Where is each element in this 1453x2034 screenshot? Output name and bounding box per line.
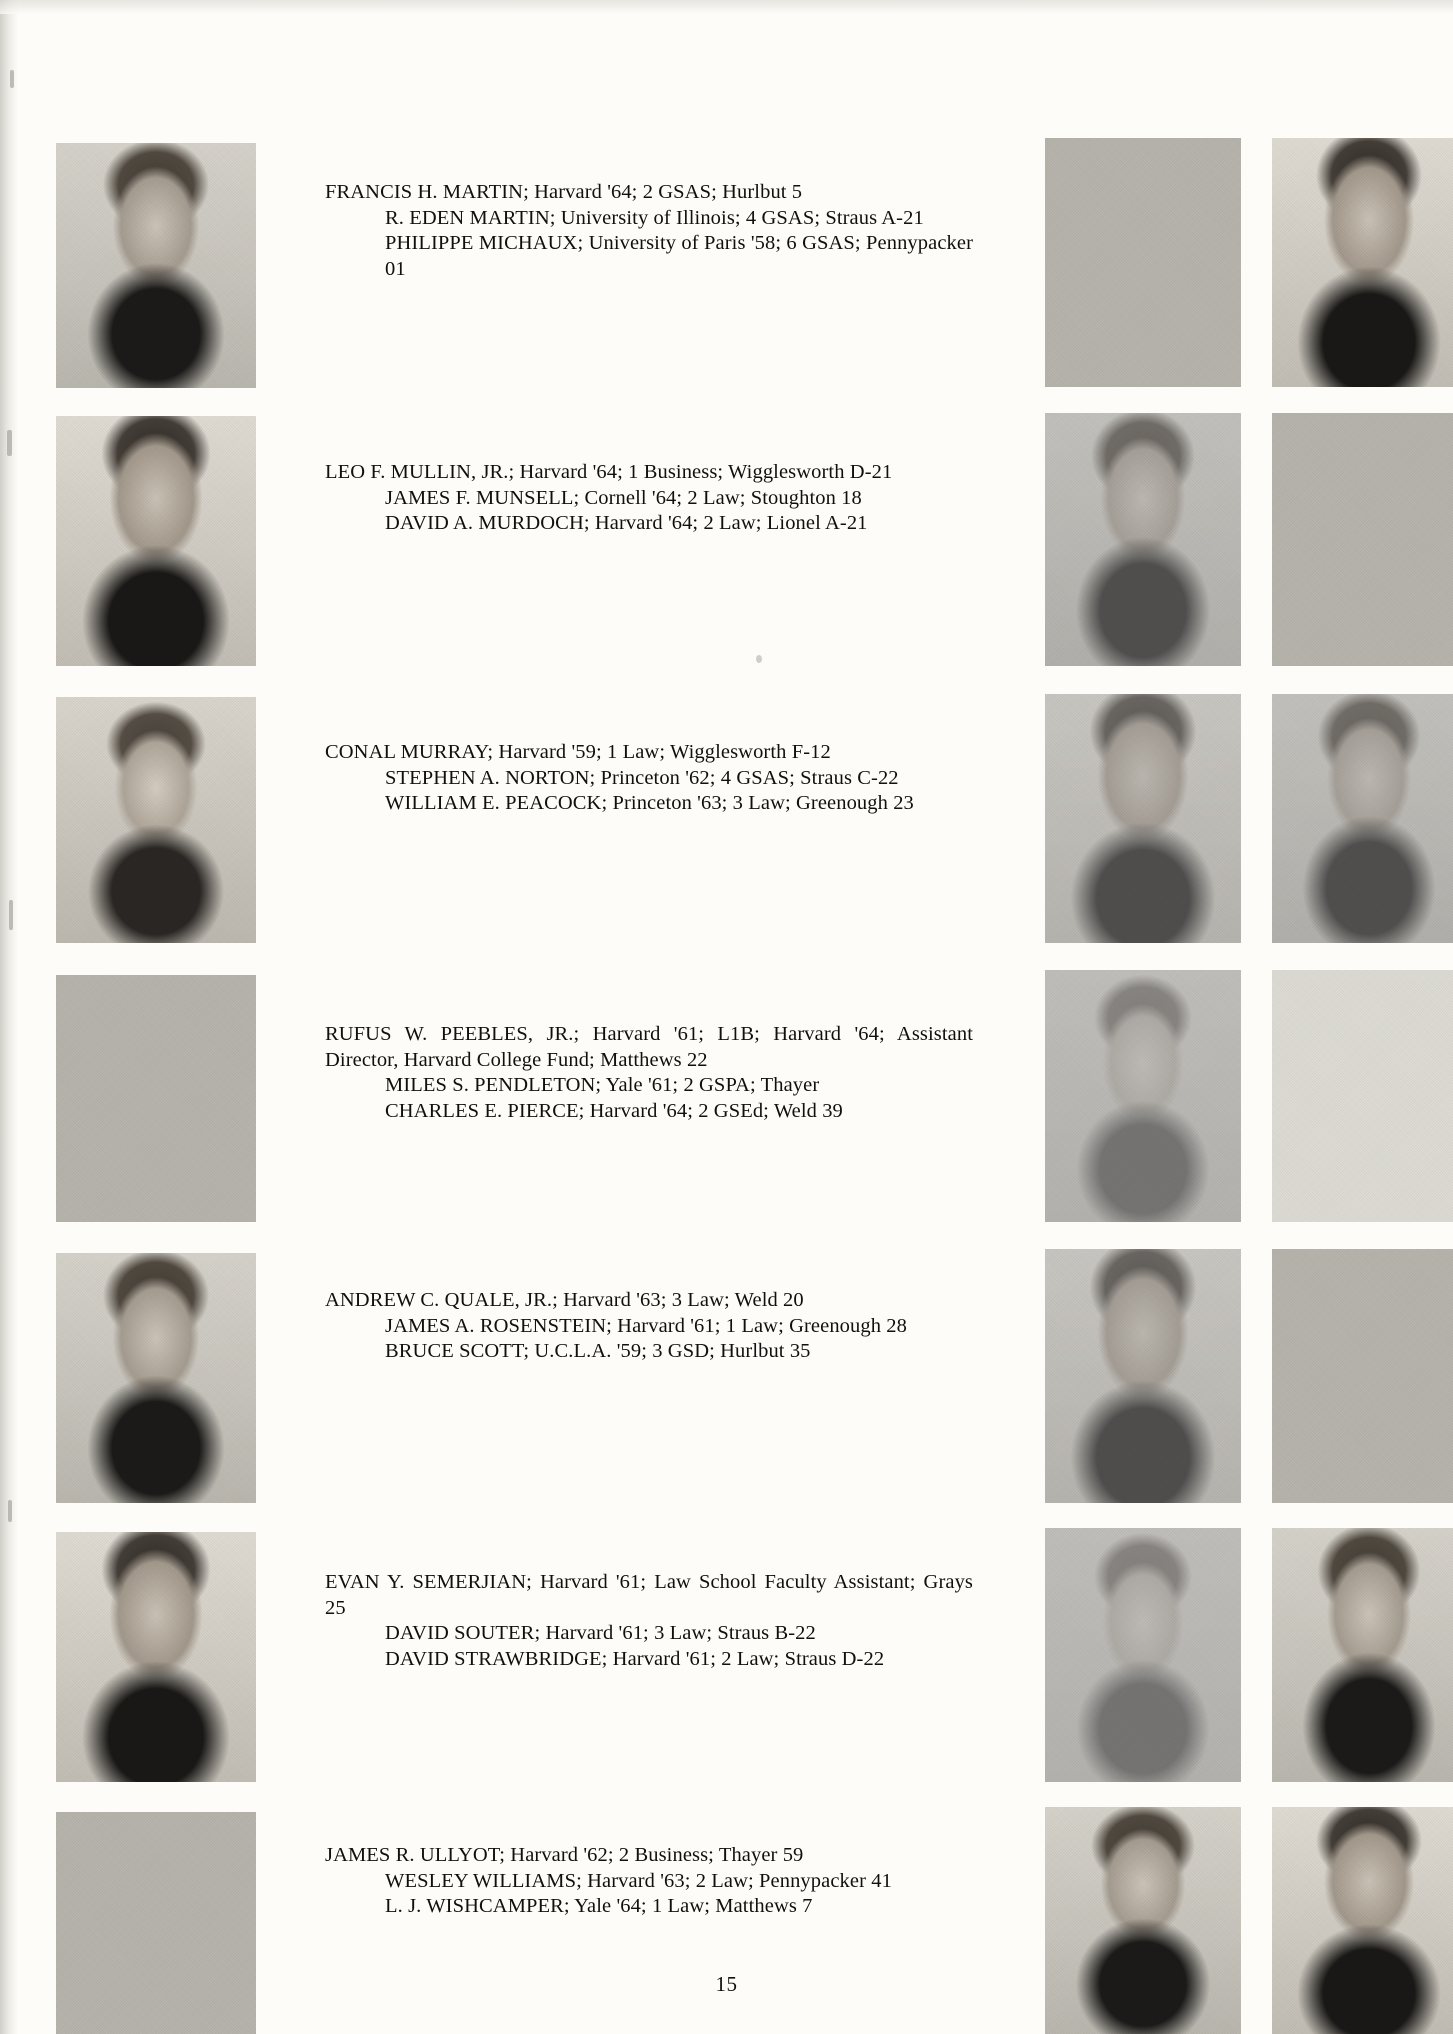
portrait-david-souter bbox=[1045, 1528, 1241, 1782]
entry-sub-line: R. EDEN MARTIN; University of Illinois; 4 GSAS; Straus A-21 bbox=[385, 206, 924, 229]
scan-speck bbox=[7, 430, 12, 456]
portrait-david-a-murdoch bbox=[1272, 413, 1453, 666]
entry-sub-line: JAMES F. MUNSELL; Cornell '64; 2 Law; Stoughton 18 bbox=[385, 486, 862, 509]
scan-speck bbox=[10, 70, 14, 88]
portrait-david-strawbridge bbox=[1272, 1528, 1453, 1782]
portrait-conal-murray bbox=[56, 697, 256, 943]
entry-block-2 bbox=[325, 460, 973, 537]
entry-sub-line: BRUCE SCOTT; U.C.L.A. '59; 3 GSD; Hurlbut 35 bbox=[385, 1340, 811, 1362]
portrait-leo-f-mullin-jr bbox=[56, 416, 256, 666]
entry-block-5 bbox=[325, 1288, 973, 1365]
entry-block-1 bbox=[325, 180, 973, 282]
entry-sub-line: WESLEY WILLIAMS; Harvard '63; 2 Law; Pennypacker 41 bbox=[385, 1869, 892, 1892]
portrait-l-j-wishcamper bbox=[1272, 1807, 1453, 2034]
entry-sub-line: CHARLES E. PIERCE; Harvard '64; 2 GSEd; Weld 39 bbox=[385, 1099, 843, 1122]
entry-main-line: FRANCIS H. MARTIN; Harvard '64; 2 GSAS; Hurlbut 5 bbox=[325, 181, 803, 203]
entry-sub-line: MILES S. PENDLETON; Yale '61; 2 GSPA; Thayer bbox=[385, 1074, 820, 1096]
portrait-miles-s-pendleton bbox=[1045, 970, 1241, 1222]
scan-speck bbox=[756, 655, 762, 663]
scan-edge-shadow bbox=[0, 0, 18, 2034]
entry-sub-line: L. J. WISHCAMPER; Yale '64; 1 Law; Matthews 7 bbox=[385, 1895, 813, 1917]
entry-sub-line: STEPHEN A. NORTON; Princeton '62; 4 GSAS; Straus C-22 bbox=[385, 766, 899, 789]
portrait-james-a-rosenstein bbox=[1045, 1249, 1241, 1503]
entry-main-line: LEO F. MULLIN, JR.; Harvard '64; 1 Business; Wigglesworth D-21 bbox=[325, 461, 893, 483]
entry-main-line: JAMES R. ULLYOT; Harvard '62; 2 Business; Thayer 59 bbox=[325, 1844, 804, 1866]
entry-block-3 bbox=[325, 740, 973, 817]
page-number: 15 bbox=[715, 1972, 738, 1996]
entry-main-line: RUFUS W. PEEBLES, JR.; Harvard '61; L1B; Harvard '64; Assistant Director, Harvard College Fund; Matthews 22 bbox=[325, 1023, 973, 1071]
portrait-charles-e-pierce bbox=[1272, 970, 1453, 1222]
entry-sub-line: DAVID A. MURDOCH; Harvard '64; 2 Law; Lionel A-21 bbox=[385, 512, 868, 534]
portrait-francis-h-martin bbox=[56, 143, 256, 388]
entry-sub-line: DAVID STRAWBRIDGE; Harvard '61; 2 Law; Straus D-22 bbox=[385, 1647, 885, 1670]
portrait-wesley-williams bbox=[1045, 1807, 1241, 2034]
entry-block-4 bbox=[325, 1022, 973, 1124]
portrait-philippe-michaux bbox=[1272, 138, 1453, 387]
portrait-andrew-c-quale-jr bbox=[56, 1253, 256, 1503]
portrait-evan-y-semerjian bbox=[56, 1532, 256, 1782]
portrait-william-e-peacock bbox=[1272, 694, 1453, 943]
entry-block-6 bbox=[325, 1570, 973, 1672]
entry-sub-line: JAMES A. ROSENSTEIN; Harvard '61; 1 Law; Greenough 28 bbox=[385, 1314, 908, 1337]
portrait-r-eden-martin bbox=[1045, 138, 1241, 387]
portrait-james-f-munsell bbox=[1045, 413, 1241, 666]
entry-sub-line: WILLIAM E. PEACOCK; Princeton '63; 3 Law; Greenough 23 bbox=[385, 792, 914, 814]
portrait-bruce-scott bbox=[1272, 1249, 1453, 1503]
portrait-rufus-w-peebles-jr bbox=[56, 975, 256, 1222]
entry-block-7 bbox=[325, 1843, 973, 1920]
entry-sub-line: PHILIPPE MICHAUX; University of Paris '58; 6 GSAS; Pennypacker 01 bbox=[385, 232, 973, 280]
portrait-stephen-a-norton bbox=[1045, 694, 1241, 943]
entry-main-line: ANDREW C. QUALE, JR.; Harvard '63; 3 Law; Weld 20 bbox=[325, 1289, 804, 1311]
scan-speck bbox=[9, 900, 13, 930]
scan-speck bbox=[8, 1500, 12, 1522]
entry-sub-line: DAVID SOUTER; Harvard '61; 3 Law; Straus B-22 bbox=[385, 1622, 816, 1644]
scan-edge-top-shadow bbox=[0, 0, 1453, 14]
entry-main-line: CONAL MURRAY; Harvard '59; 1 Law; Wigglesworth F-12 bbox=[325, 741, 831, 763]
portrait-james-r-ullyot bbox=[56, 1812, 256, 2034]
entry-main-line: EVAN Y. SEMERJIAN; Harvard '61; Law School Faculty Assistant; Grays 25 bbox=[325, 1571, 973, 1619]
